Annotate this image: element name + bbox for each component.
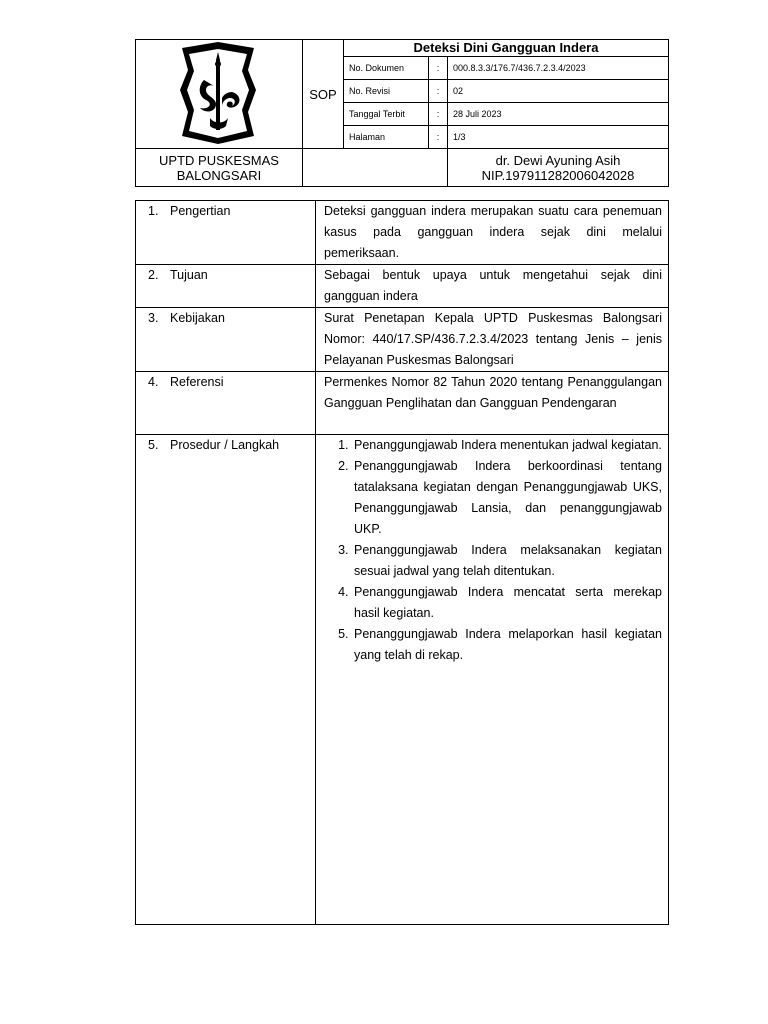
- procedure-step: 1. Penanggungjawab Indera menentukan jadwal kegiatan.: [352, 435, 662, 456]
- section-label: [136, 435, 316, 925]
- meta-colon: :: [429, 103, 448, 126]
- section-title: Referensi: [170, 375, 224, 389]
- procedure-step: 2. Penanggungjawab Indera berkoordinasi tentang tatalaksana kegiatan dengan Penanggungjawab UKS, Penanggungjawab Lansia, dan penanggungjawab UKP.: [352, 456, 662, 540]
- organization-name: [136, 149, 303, 187]
- section-title: Prosedur / Langkah: [170, 438, 280, 452]
- meta-value: 1/3: [448, 126, 669, 149]
- meta-colon: :: [429, 57, 448, 80]
- meta-value: 28 Juli 2023: [448, 103, 669, 126]
- city-emblem-logo: [136, 40, 301, 147]
- signer-name: dr. Dewi Ayuning Asih: [495, 152, 621, 168]
- section-number: 2.: [148, 268, 159, 282]
- procedure-step: 3. Penanggungjawab Indera melaksanakan kegiatan sesuai jadwal yang telah ditentukan.: [352, 540, 662, 582]
- section-row-procedure: [136, 435, 669, 925]
- procedure-step: 4. Penanggungjawab Indera mencatat serta merekap hasil kegiatan.: [352, 582, 662, 624]
- meta-label: No. Revisi: [344, 80, 429, 103]
- section-number: 5.: [148, 438, 159, 452]
- section-label: [136, 265, 316, 308]
- section-text: Sebagai bentuk upaya untuk mengetahui sejak dini gangguan indera: [316, 265, 669, 308]
- section-number: 3.: [148, 311, 159, 325]
- section-text: Deteksi gangguan indera merupakan suatu cara penemuan kasus pada gangguan indera sejak dini melalui pemeriksaan.: [316, 201, 669, 265]
- section-label: [136, 201, 316, 265]
- signer-block: [448, 149, 669, 187]
- section-title: Tujuan: [170, 268, 208, 282]
- meta-label: Halaman: [344, 126, 429, 149]
- section-row-definition: [136, 201, 669, 265]
- org-line-2: BALONGSARI: [176, 167, 262, 183]
- sop-label: SOP: [303, 40, 344, 149]
- signature-blank-cell: [303, 149, 448, 187]
- section-row-reference: [136, 372, 669, 435]
- logo-cell: [136, 40, 303, 149]
- section-title: Kebijakan: [170, 311, 225, 325]
- sop-header-table: [135, 39, 669, 187]
- section-text: Surat Penetapan Kepala UPTD Puskesmas Balongsari Nomor: 440/17.SP/436.7.2.3.4/2023 tentang Jenis – jenis Pelayanan Puskesmas Balongsari: [316, 308, 669, 372]
- section-label: [136, 308, 316, 372]
- procedure-step: 5. Penanggungjawab Indera melaporkan hasil kegiatan yang telah di rekap.: [352, 624, 662, 666]
- org-line-1: UPTD PUSKESMAS: [159, 152, 279, 168]
- document-title: Deteksi Dini Gangguan Indera: [344, 40, 669, 57]
- section-label: [136, 372, 316, 435]
- section-row-policy: [136, 308, 669, 372]
- section-number: 1.: [148, 204, 159, 218]
- section-number: 4.: [148, 375, 159, 389]
- signer-nip: NIP.197911282006042028: [481, 167, 635, 183]
- section-text: Permenkes Nomor 82 Tahun 2020 tentang Penanggulangan Gangguan Penglihatan dan Gangguan Pendengaran: [316, 372, 669, 435]
- meta-label: No. Dokumen: [344, 57, 429, 80]
- section-title: Pengertian: [170, 204, 231, 218]
- procedure-steps-cell: [316, 435, 669, 925]
- meta-label: Tanggal Terbit: [344, 103, 429, 126]
- meta-value: 02: [448, 80, 669, 103]
- meta-value: 000.8.3.3/176.7/436.7.2.3.4/2023: [448, 57, 669, 80]
- procedure-steps-list: [324, 435, 662, 666]
- meta-colon: :: [429, 80, 448, 103]
- section-row-purpose: [136, 265, 669, 308]
- meta-colon: :: [429, 126, 448, 149]
- sop-content-table: [135, 200, 669, 925]
